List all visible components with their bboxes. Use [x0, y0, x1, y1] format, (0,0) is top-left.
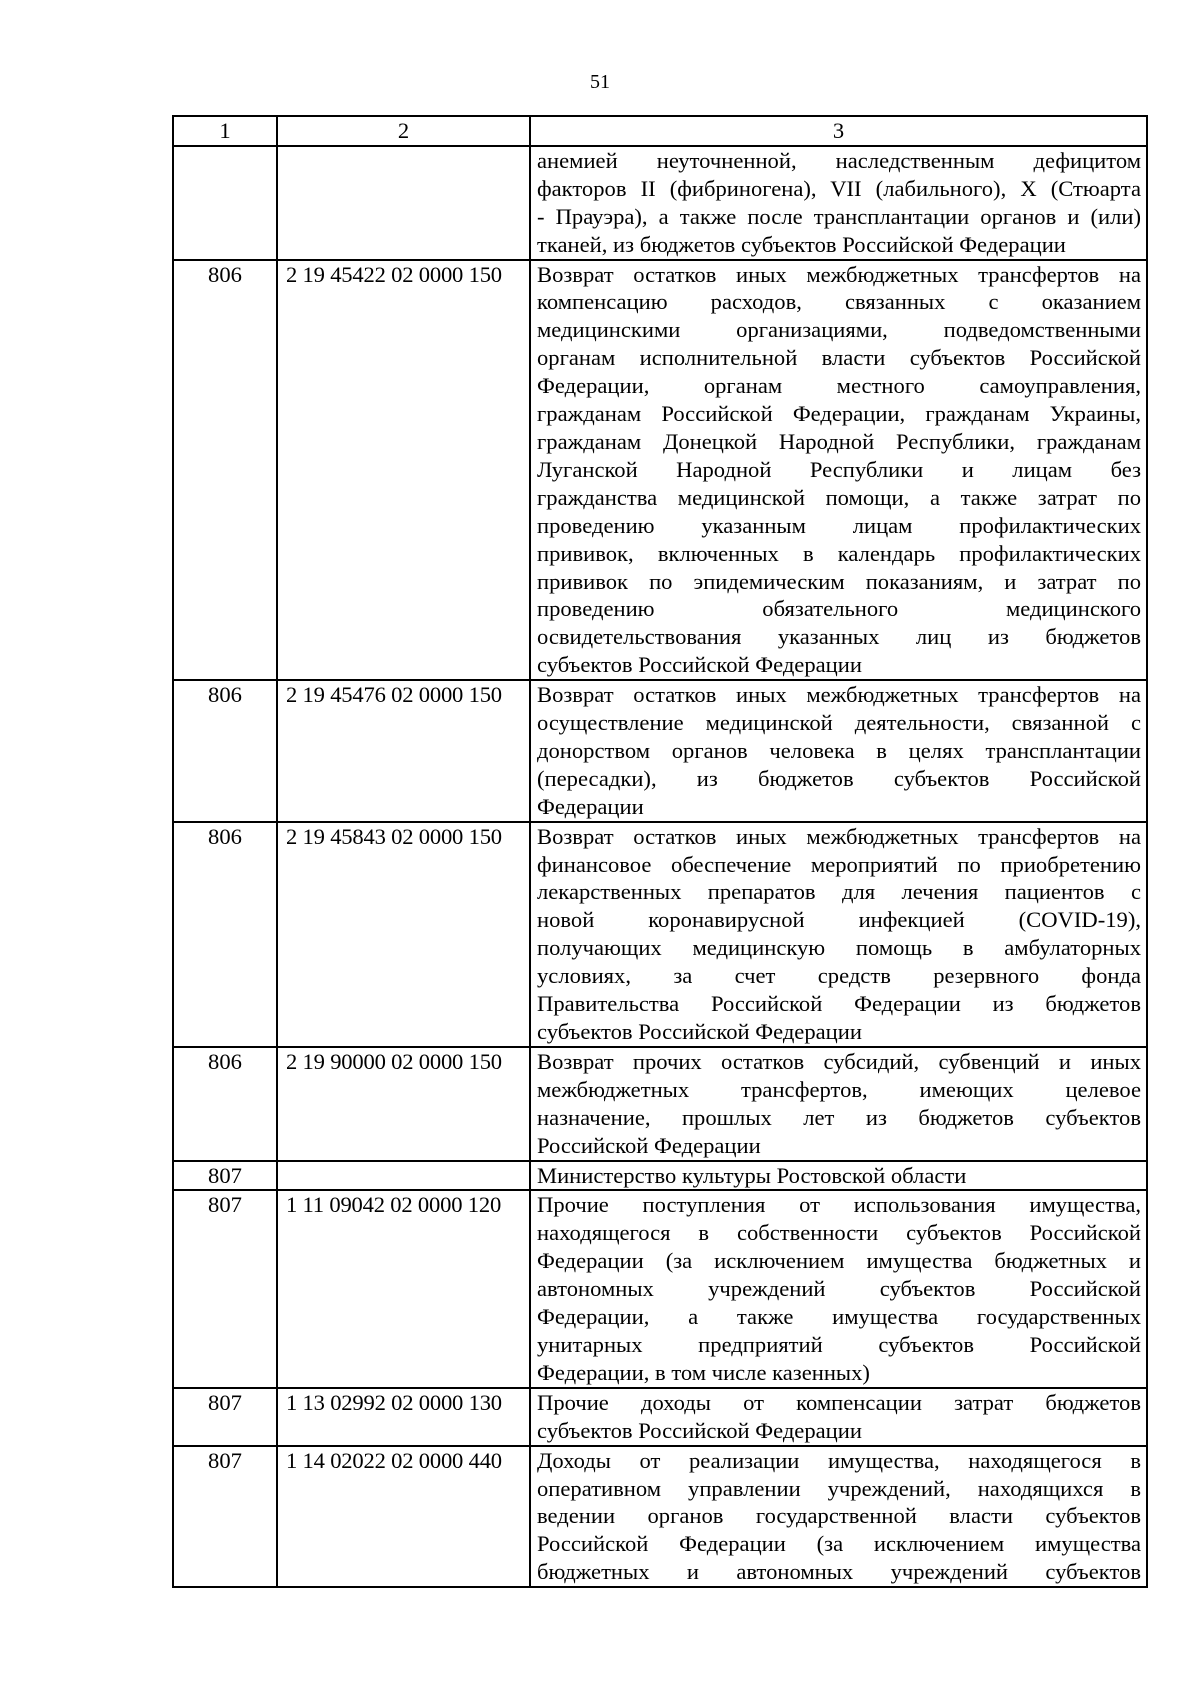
- description-line: назначение, прошлых лет из бюджетов субъектов: [537, 1104, 1141, 1130]
- admin-code-cell: 807: [173, 1446, 277, 1588]
- description-line: - Прауэра), а также после трансплантации органов и (или): [537, 203, 1141, 229]
- table-header-row: [173, 116, 1147, 146]
- description-line: прививок, включенных в календарь профилактических: [537, 540, 1141, 566]
- income-description-cell: [530, 260, 1147, 681]
- table-row: [173, 1190, 1147, 1387]
- description-line: Возврат остатков иных межбюджетных трансфертов на: [537, 823, 1141, 849]
- page-number: 51: [590, 71, 610, 93]
- description-line: субъектов Российской Федерации: [537, 1019, 862, 1044]
- description-line: Доходы от реализации имущества, находящегося в: [537, 1447, 1141, 1473]
- description-line: Федерации, органам местного самоуправления,: [537, 373, 1141, 399]
- description-line: Российской Федерации: [537, 1132, 761, 1158]
- admin-code-cell: 806: [173, 260, 277, 681]
- income-description-cell: [530, 680, 1147, 822]
- description-line: осуществление медицинской деятельности, связанной с: [537, 710, 1141, 736]
- table-row: [173, 822, 1147, 1047]
- description-line: Федерации (за исключением имущества бюджетных и: [537, 1248, 1141, 1274]
- description-line: освидетельствования указанных лиц из бюджетов: [537, 624, 1141, 650]
- description-line: Федерации, а также имущества государственных: [537, 1304, 1141, 1330]
- description-line: Возврат остатков иных межбюджетных трансфертов на: [537, 261, 1141, 287]
- description-line: ведении органов государственной власти субъектов: [537, 1503, 1141, 1529]
- budget-classification-code-cell: 2 19 45422 02 0000 150: [277, 260, 530, 681]
- description-line: органам исполнительной власти субъектов Российской: [537, 345, 1141, 371]
- budget-classification-code-cell: 2 19 45843 02 0000 150: [277, 822, 530, 1047]
- budget-classification-code-cell: 1 11 09042 02 0000 120: [277, 1190, 530, 1387]
- table-row: [173, 1161, 1147, 1191]
- admin-code-cell: [173, 146, 277, 260]
- description-line: гражданства медицинской помощи, а также затрат по: [537, 484, 1141, 510]
- budget-classification-code-cell: 1 14 02022 02 0000 440: [277, 1446, 530, 1588]
- description-line: Федерации: [537, 793, 644, 819]
- description-line: условиях, за счет средств резервного фонда: [537, 963, 1141, 989]
- description-line: анемией неуточненной, наследственным дефицитом: [537, 147, 1141, 173]
- budget-classification-code-cell: [277, 146, 530, 260]
- description-line: Российской Федерации (за исключением имущества: [537, 1531, 1141, 1557]
- table-row: [173, 1446, 1147, 1588]
- income-description-cell: [530, 1161, 1147, 1191]
- description-line: Прочие поступления от использования имущества,: [537, 1192, 1141, 1218]
- description-line: субъектов Российской Федерации: [537, 1417, 862, 1443]
- description-line: Луганской Народной Республики и лицам без: [537, 456, 1141, 482]
- description-line: получающих медицинскую помощь в амбулаторных: [537, 935, 1141, 961]
- admin-code-cell: 807: [173, 1190, 277, 1387]
- description-line: финансовое обеспечение мероприятий по приобретению: [537, 851, 1141, 877]
- description-line: прививок по эпидемическим показаниям, и затрат по: [537, 568, 1141, 594]
- admin-code-cell: 806: [173, 822, 277, 1047]
- description-line: факторов II (фибриногена), VII (лабильного), X (Стюарта: [537, 175, 1141, 201]
- description-line: компенсацию расходов, связанных с оказанием: [537, 289, 1141, 315]
- description-line: гражданам Донецкой Народной Республики, гражданам: [537, 428, 1141, 454]
- description-line: автономных учреждений субъектов Российской: [537, 1276, 1141, 1302]
- table-row: [173, 680, 1147, 822]
- description-line: Федерации, в том числе казенных): [537, 1359, 870, 1385]
- description-line: новой коронавирусной инфекцией (COVID-19),: [537, 907, 1141, 933]
- description-line: Прочие доходы от компенсации затрат бюджетов: [537, 1389, 1141, 1415]
- table-row: [173, 1388, 1147, 1446]
- budget-classification-code-cell: 2 19 45476 02 0000 150: [277, 680, 530, 822]
- income-description-cell: [530, 1388, 1147, 1446]
- income-description-cell: [530, 1047, 1147, 1161]
- income-description-cell: [530, 822, 1147, 1047]
- table-row: [173, 1047, 1147, 1161]
- description-line: проведению обязательного медицинского: [537, 596, 1141, 622]
- description-line: Правительства Российской Федерации из бюджетов: [537, 991, 1141, 1017]
- admin-code-cell: 807: [173, 1161, 277, 1191]
- income-description-cell: [530, 1446, 1147, 1588]
- description-line: находящегося в собственности субъектов Российской: [537, 1220, 1141, 1246]
- description-line: медицинскими организациями, подведомственными: [537, 317, 1141, 343]
- admin-code-cell: 806: [173, 680, 277, 822]
- table-row: [173, 146, 1147, 260]
- description-line: Возврат прочих остатков субсидий, субвенций и иных: [537, 1048, 1141, 1074]
- table-row: [173, 260, 1147, 681]
- income-description-cell: [530, 146, 1147, 260]
- description-line: Возврат остатков иных межбюджетных трансфертов на: [537, 682, 1141, 708]
- budget-classification-code-cell: 2 19 90000 02 0000 150: [277, 1047, 530, 1161]
- header-col-1: 1: [173, 116, 277, 146]
- description-line: межбюджетных трансфертов, имеющих целевое: [537, 1076, 1141, 1102]
- description-line: гражданам Российской Федерации, гражданам Украины,: [537, 401, 1141, 427]
- admin-code-cell: 806: [173, 1047, 277, 1161]
- description-line: субъектов Российской Федерации: [537, 652, 862, 678]
- description-line: бюджетных и автономных учреждений субъектов: [537, 1559, 1141, 1585]
- description-line: проведению указанным лицам профилактических: [537, 512, 1141, 538]
- budget-classification-code-cell: 1 13 02992 02 0000 130: [277, 1388, 530, 1446]
- header-col-3: 3: [530, 116, 1147, 146]
- description-line: (пересадки), из бюджетов субъектов Российской: [537, 765, 1141, 791]
- budget-codes-table: [172, 115, 1148, 1588]
- description-line: Министерство культуры Ростовской области: [537, 1162, 967, 1188]
- admin-code-cell: 807: [173, 1388, 277, 1446]
- income-description-cell: [530, 1190, 1147, 1387]
- description-line: донорством органов человека в целях трансплантации: [537, 737, 1141, 763]
- description-line: тканей, из бюджетов субъектов Российской Федерации: [537, 231, 1066, 257]
- description-line: унитарных предприятий субъектов Российской: [537, 1331, 1141, 1357]
- description-line: лекарственных препаратов для лечения пациентов с: [537, 879, 1141, 905]
- description-line: оперативном управлении учреждений, находящихся в: [537, 1475, 1141, 1501]
- header-col-2: 2: [277, 116, 530, 146]
- budget-classification-code-cell: [277, 1161, 530, 1191]
